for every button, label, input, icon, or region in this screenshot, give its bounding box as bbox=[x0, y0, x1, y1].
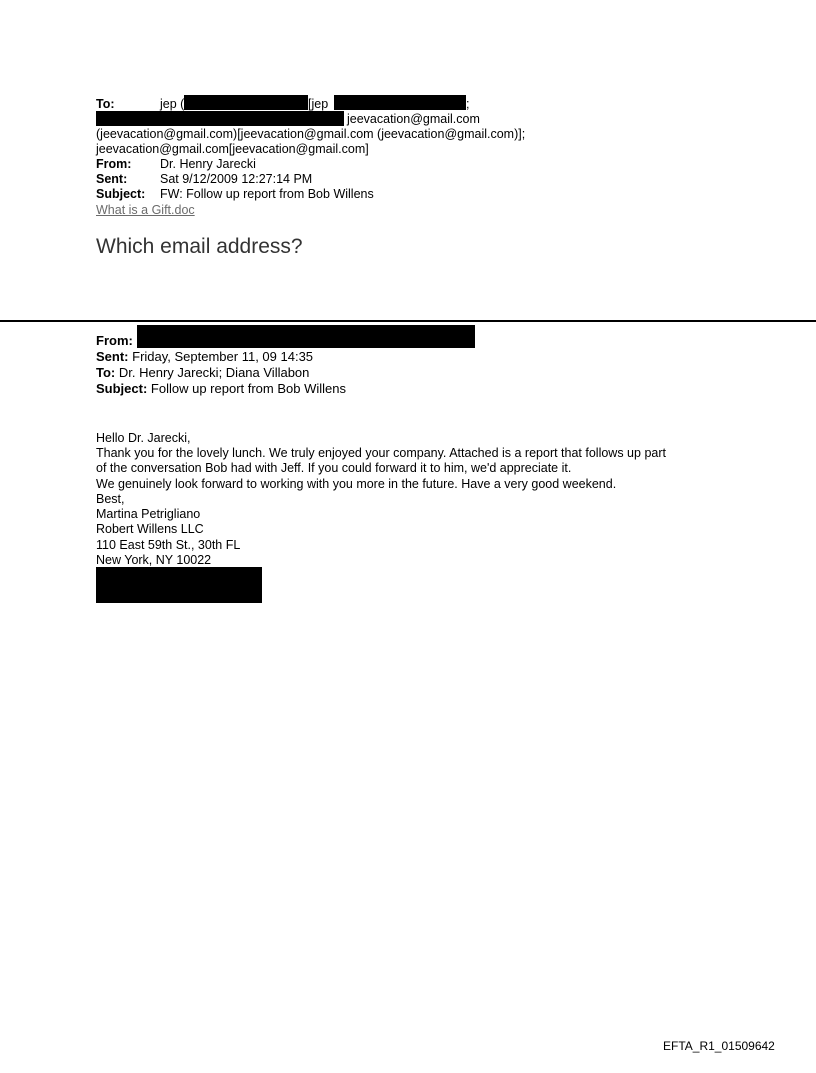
sent-row bbox=[96, 172, 312, 186]
to-value-part-c: ; bbox=[466, 97, 470, 111]
from-value: Dr. Henry Jarecki bbox=[160, 157, 256, 171]
fwd-sent-row bbox=[96, 349, 313, 364]
to-line-1 bbox=[96, 97, 184, 111]
fwd-sent-label: Sent: bbox=[96, 349, 129, 364]
fwd-subject-row bbox=[96, 381, 346, 396]
subject-value: FW: Follow up report from Bob Willens bbox=[160, 187, 374, 201]
closing: Best, bbox=[96, 492, 125, 506]
body-line-1: Thank you for the lovely lunch. We truly enjoyed your company. Attached is a report that follows up part bbox=[96, 446, 666, 460]
from-row bbox=[96, 157, 256, 171]
fwd-sent-value: Friday, September 11, 09 14:35 bbox=[132, 349, 314, 364]
fwd-to-label: To: bbox=[96, 365, 116, 380]
to-label: To: bbox=[96, 97, 115, 111]
to-line-2: jeevacation@gmail.com bbox=[347, 112, 480, 126]
from-label: From: bbox=[96, 157, 132, 171]
to-value-part-a: jep ( bbox=[160, 97, 185, 111]
to-line-4: jeevacation@gmail.com[jeevacation@gmail.com] bbox=[96, 142, 369, 156]
to-value-part-b: [jep bbox=[308, 97, 329, 111]
attachment-link[interactable]: What is a Gift.doc bbox=[96, 203, 195, 217]
redaction-box bbox=[137, 325, 475, 348]
body-line-2: of the conversation Bob had with Jeff. If you could forward it to him, we'd appreciate it. bbox=[96, 461, 572, 475]
fwd-to-row bbox=[96, 365, 309, 380]
fwd-subject-value: Follow up report from Bob Willens bbox=[150, 381, 346, 396]
greeting: Hello Dr. Jarecki, bbox=[96, 431, 191, 445]
redaction-box bbox=[96, 567, 262, 603]
signature-name: Martina Petrigliano bbox=[96, 507, 201, 521]
fwd-from-row bbox=[96, 333, 133, 348]
subject-row bbox=[96, 187, 374, 201]
signature-company: Robert Willens LLC bbox=[96, 522, 204, 536]
document-id: EFTA_R1_01509642 bbox=[663, 1039, 775, 1053]
fwd-from-label: From: bbox=[96, 333, 133, 348]
signature-address-1: 110 East 59th St., 30th FL bbox=[96, 538, 241, 552]
redaction-box bbox=[334, 95, 466, 110]
redaction-box bbox=[184, 95, 308, 110]
signature-address-2: New York, NY 10022 bbox=[96, 553, 212, 567]
divider bbox=[0, 320, 816, 322]
reply-text: Which email address? bbox=[96, 235, 303, 258]
sent-value: Sat 9/12/2009 12:27:14 PM bbox=[160, 172, 313, 186]
fwd-to-value: Dr. Henry Jarecki; Diana Villabon bbox=[118, 365, 310, 380]
body-line-3: We genuinely look forward to working with you more in the future. Have a very good weekend. bbox=[96, 477, 617, 491]
sent-label: Sent: bbox=[96, 172, 128, 186]
redaction-box bbox=[96, 111, 344, 126]
subject-label: Subject: bbox=[96, 187, 146, 201]
to-line-3: (jeevacation@gmail.com)[jeevacation@gmail.com (jeevacation@gmail.com)]; bbox=[96, 127, 526, 141]
fwd-subject-label: Subject: bbox=[96, 381, 148, 396]
